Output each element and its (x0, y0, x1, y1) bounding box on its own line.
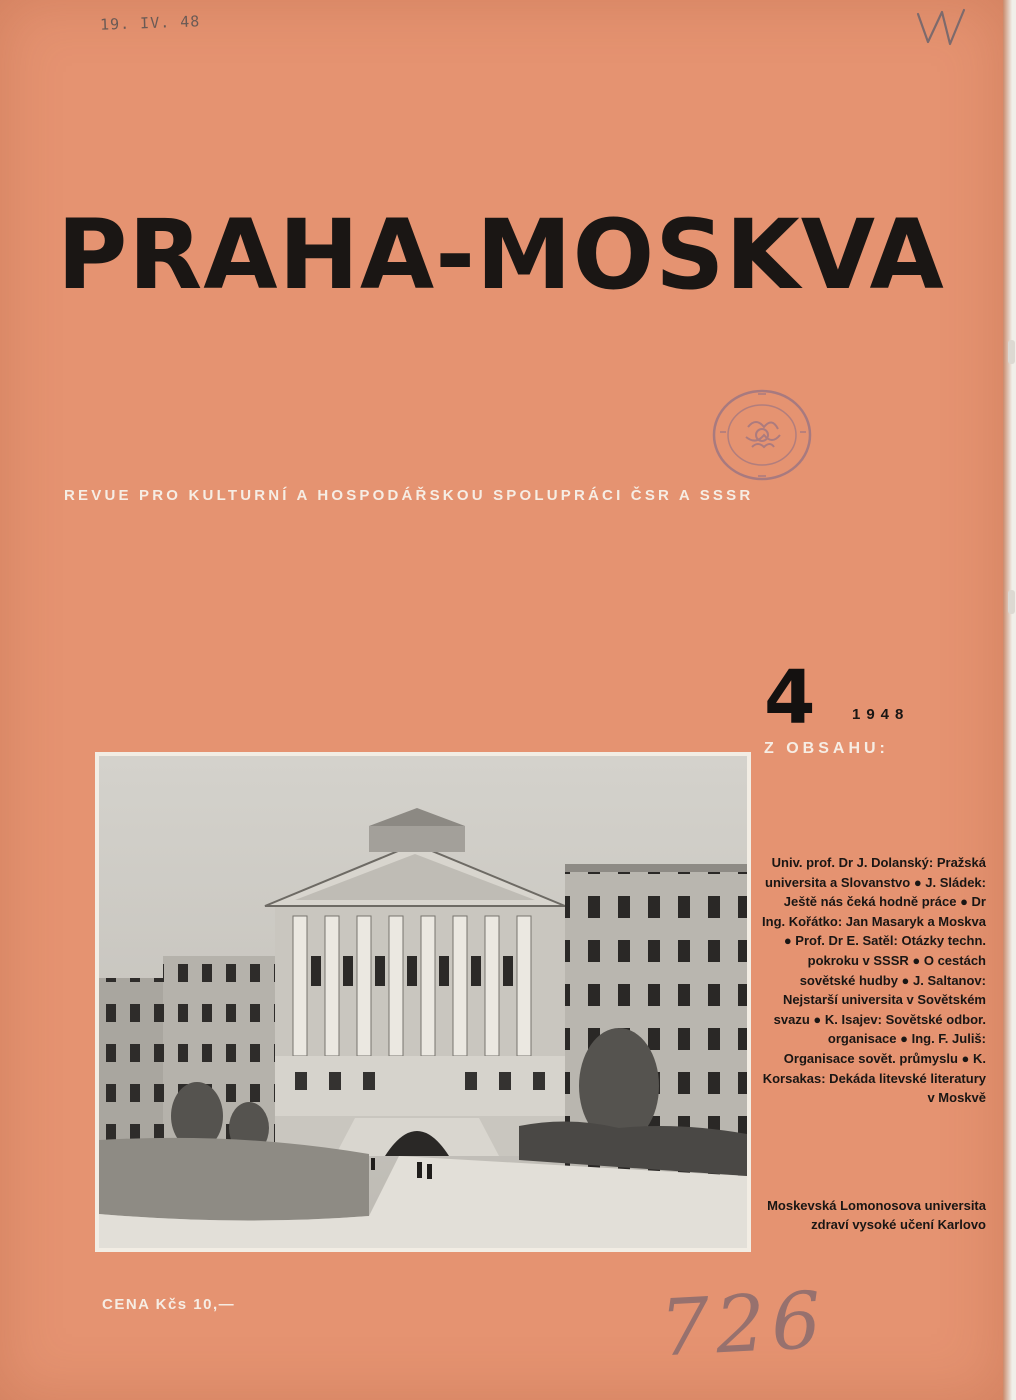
handwritten-corner-mark (912, 4, 972, 56)
cover-photo-university (95, 752, 751, 1252)
magazine-title: PRAHA-MOSKVA (57, 199, 945, 311)
photo-caption: Moskevská Lomonosova universita zdraví vysoké učení Karlovo (767, 1198, 986, 1232)
handwritten-date: 19. IV. 48 (99, 12, 201, 34)
scan-edge (1003, 0, 1016, 1400)
binding-hole (1008, 590, 1015, 614)
library-stamp-icon (708, 385, 816, 485)
price-label: CENA Kčs 10,— (102, 1296, 236, 1313)
issue-year: 1948 (852, 706, 910, 723)
contents-list: Univ. prof. Dr J. Dolanský: Pražská universita a Slovanstvo ● J. Sládek: Ještě nás čeká hodně práce ● Dr Ing. Kořátko: Jan Masaryk a Moskva ● Prof. Dr E. Satěl: Otázky techn. pokroku v SSSR ● O cestách sovětské hudby ● J. Saltanov: Nejstarší universita v Sovětském svazu ● K. Isajev: Sovětské odbor. organisace ● Ing. F. Juliš: Organisace sovět. průmyslu ● K. Korsakas: Dekáda litevské literatury v Moskvě (762, 855, 986, 1106)
handwritten-inventory-number: 726 (657, 1275, 830, 1375)
contents-heading: Z OBSAHU: (764, 740, 889, 757)
issue-number: 4 (764, 655, 816, 741)
magazine-subtitle: REVUE PRO KULTURNÍ A HOSPODÁŘSKOU SPOLUPRÁCI ČSR A SSSR (64, 487, 754, 504)
binding-hole (1008, 340, 1015, 364)
